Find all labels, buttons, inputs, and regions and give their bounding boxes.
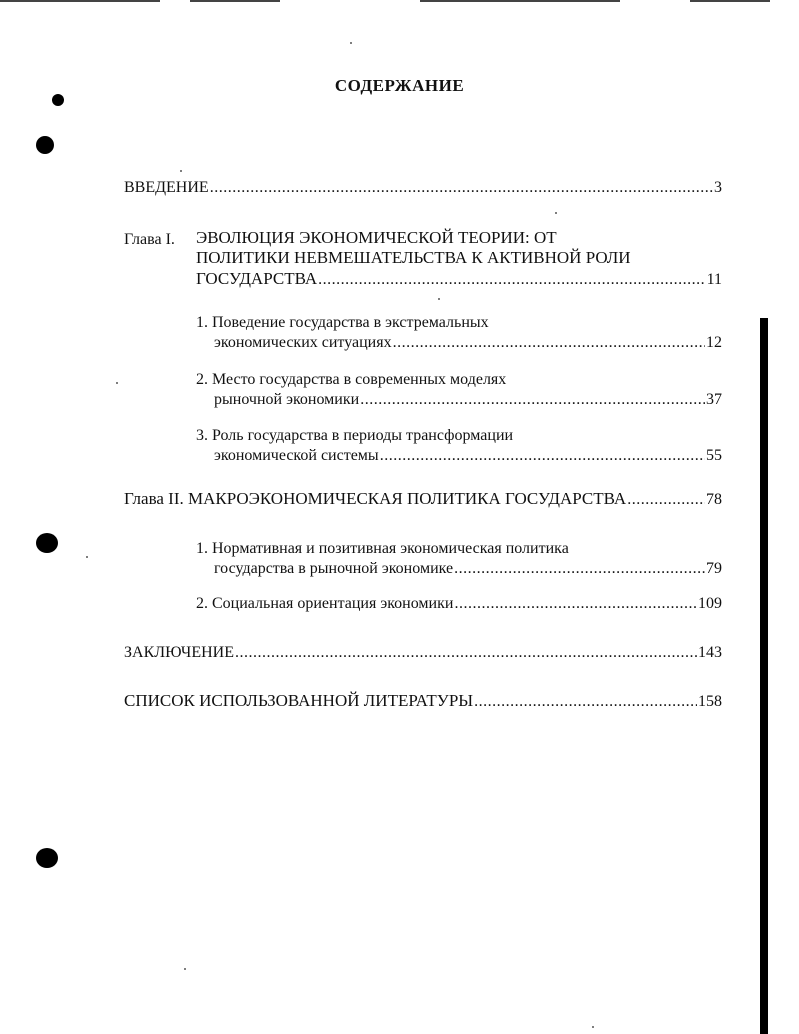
dot-leader	[210, 178, 713, 198]
toc-section-1-3-line-1: 3. Роль государства в периоды трансформации	[196, 427, 514, 444]
toc-section-1-2-line-1: 2. Место государства в современных моделях	[196, 371, 507, 388]
toc-section-2-1-line-1: 1. Нормативная и позитивная экономическая политика	[196, 540, 569, 557]
scan-speck	[592, 1026, 594, 1028]
toc-section-2-2	[196, 594, 722, 614]
dot-leader	[318, 270, 705, 290]
toc-page-number: 78	[706, 491, 722, 508]
toc-entry-label: экономической системы	[214, 447, 379, 464]
page-title: СОДЕРЖАНИЕ	[334, 76, 465, 95]
toc-page-number: 12	[706, 334, 722, 351]
scan-speck	[86, 556, 88, 558]
toc-entry-introduction	[124, 178, 722, 198]
toc-entry-label: ЗАКЛЮЧЕНИЕ	[124, 644, 234, 661]
toc-section-1-2-line-2	[214, 390, 722, 410]
toc-page-number: 55	[706, 447, 722, 464]
scan-speck	[184, 968, 186, 970]
toc-page-number: 109	[698, 595, 722, 612]
scan-edge-line	[420, 0, 620, 2]
toc-section-2-1-line-2	[214, 559, 722, 579]
scan-speck	[438, 298, 440, 300]
toc-page-number: 37	[706, 391, 722, 408]
dot-leader	[627, 490, 705, 510]
scan-edge-line	[190, 0, 280, 2]
toc-chapter-1-line-2: ПОЛИТИКИ НЕВМЕШАТЕЛЬСТВА К АКТИВНОЙ РОЛИ	[196, 248, 631, 267]
toc-page-number: 11	[706, 271, 722, 288]
toc-entry-conclusion	[124, 643, 722, 663]
toc-page-number: 3	[714, 179, 722, 196]
toc-section-1-1-line-1: 1. Поведение государства в экстремальных	[196, 314, 489, 331]
toc-page-number: 143	[698, 644, 722, 661]
toc-chapter-1-prefix: Глава I.	[124, 231, 175, 248]
toc-entry-label: государства в рыночной экономике	[214, 560, 454, 577]
binder-hole-mark	[36, 848, 58, 868]
scan-speck	[116, 382, 118, 384]
dot-leader	[393, 333, 705, 353]
scan-dark-edge	[760, 318, 768, 1034]
toc-entry-references	[124, 691, 722, 712]
binder-hole-mark	[36, 136, 54, 154]
toc-entry-label: Глава II. МАКРОЭКОНОМИЧЕСКАЯ ПОЛИТИКА ГОСУДАРСТВА	[124, 489, 627, 508]
toc-entry-label: экономических ситуациях	[214, 334, 392, 351]
toc-section-1-1-line-2	[214, 333, 722, 353]
toc-chapter-1-line-1: ЭВОЛЮЦИЯ ЭКОНОМИЧЕСКОЙ ТЕОРИИ: ОТ	[196, 228, 557, 247]
toc-chapter-1-line-3	[196, 269, 722, 290]
toc-page-number: 158	[698, 693, 722, 710]
dot-leader	[454, 559, 705, 579]
toc-section-1-3-line-2	[214, 446, 722, 466]
scan-speck	[180, 170, 182, 172]
scan-speck	[350, 42, 352, 44]
scan-edge-line	[0, 0, 160, 2]
scan-speck	[555, 212, 557, 214]
dot-leader	[380, 446, 705, 466]
toc-page-number: 79	[706, 560, 722, 577]
toc-entry-label: ВВЕДЕНИЕ	[124, 179, 209, 196]
toc-entry-label: СПИСОК ИСПОЛЬЗОВАННОЙ ЛИТЕРАТУРЫ	[124, 691, 474, 710]
toc-entry-label: рыночной экономики	[214, 391, 360, 408]
dot-leader	[360, 390, 705, 410]
dot-leader	[474, 692, 697, 712]
dot-leader	[235, 643, 697, 663]
dot-leader	[454, 594, 697, 614]
toc-entry-label: ГОСУДАРСТВА	[196, 269, 318, 288]
toc-chapter-2	[124, 489, 722, 510]
scan-edge-line	[690, 0, 770, 2]
binder-hole-mark	[36, 533, 58, 553]
toc-entry-label: 2. Социальная ориентация экономики	[196, 595, 454, 612]
